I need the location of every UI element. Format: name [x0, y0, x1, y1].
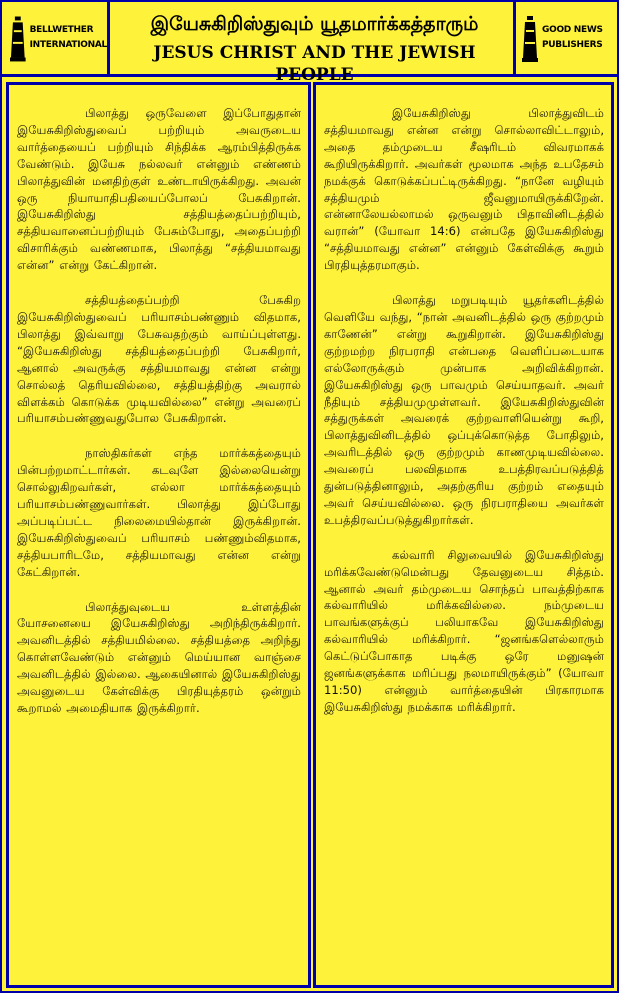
left-logo-line1: BELLWETHER: [29, 25, 94, 35]
paragraph: பிலாத்து மறுபடியும் யூதர்களிடத்தில் வெளியே வந்து, “நான் அவனிடத்தில் ஒரு குற்றமும் காணேன்” என்று கூறுகிறான். இயேசுகிறிஸ்து குற்றமற்ற நிரபராதி என்பதை வெளிப்படையாக எல்லோருக்கும் முன்பாக அறிவிக்கிறான். இயேசுகிறிஸ்து ஒரு பாவமும் செய்யாதவர். அவர் நீதியும் சத்தியமுமுள்ளவர். இயேசுகிறிஸ்துவின் சத்துருக்கள் அவரைக் குற்றவாளியென்று கூறி, பிலாத்துவினிடத்தில் ஒப்புக்கொடுத்த போதிலும், அவரிடத்தில் ஒரு குற்றமும் காணமுடியவில்லை. அவரைப் பலவிதமாக உபத்திரவப்படுத்தித் துன்படுத்தினாலும், அதற்குரிய குற்றம் எதையும் அவர் செய்யவில்லை. ஒரு நிரபராதியை அவர்கள் உபத்திரவப்படுத்துகிறார்கள்.: [324, 293, 604, 527]
right-column: [313, 82, 614, 988]
bellwether-logo: [2, 2, 110, 74]
title-box: [113, 2, 516, 85]
good-news-logo: [513, 2, 617, 74]
page-title-tamil: இயேசுகிறிஸ்துவும் யூதமார்க்கத்தாரும்: [150, 13, 479, 35]
paragraph: கல்வாரி சிலுவையில் இயேசுகிறிஸ்து மரிக்கவேண்டுமென்பது தேவனுடைய சித்தம். ஆனால் அவர் தம்முடைய சொந்தப் பாவத்திற்காக கல்வாரியில் மரிக்கவில்லை. நம்முடைய பாவங்களுக்குப் பலியாகவே இயேசுகிறிஸ்து கல்வாரியில் மரிக்கிறார். “ஜனங்களெல்லாரும் கெட்டுப்போகாத படிக்கு ஒரே மனுஷன் ஜனங்களுக்காக மரிப்பது நலமாயிருக்கும்” (யோவா 11:50) என்னும் வார்த்தையின் பிரகாரமாக இயேசுகிறிஸ்து நமக்காக மரிக்கிறார்.: [324, 547, 604, 714]
left-logo-line2: INTERNATIONAL: [29, 40, 107, 50]
header: [2, 2, 617, 85]
lighthouse-icon: [522, 14, 538, 62]
left-column: [6, 82, 311, 988]
lighthouse-icon: [10, 14, 26, 62]
paragraph: நாஸ்திகர்கள் எந்த மார்க்கத்தையும் பின்பற்றமாட்டார்கள். கடவுளே இல்லையென்று சொல்லுகிறவர்கள், எல்லா மார்க்கத்தையும் பரியாசம்பண்ணுவார்கள். பிலாத்து இப்போது அப்படிப்பட்ட நிலைமையில்தான் இருக்கிறான். இயேசுகிறிஸ்துவைப் பரியாசம் பண்ணும்விதமாக, சத்தியபாரிடமே, சத்தியமாவது என்ன என்று கேட்கிறான்.: [17, 446, 301, 579]
right-logo-line2: PUBLISHERS: [542, 40, 603, 50]
paragraph: பிலாத்துவுடைய உள்ளத்தின் யோசனையை இயேசுகிறிஸ்து அறிந்திருக்கிறார். அவனிடத்தில் சத்தியமில்லை. சத்தியத்தை அறிந்து கொள்ளவேண்டும் என்னும் மெய்யான வாஞ்சை அவனிடத்தில் இல்லை. ஆகையினால் இயேசுகிறிஸ்து அவனுடைய கேள்விக்கு பிரதியுத்தரம் ஒன்றும் கூறாமல் அமைதியாக இருக்கிறார்.: [17, 599, 301, 715]
page-title-english: JESUS CHRIST AND THE JEWISH PEOPLE: [153, 43, 476, 85]
paragraph: இயேசுகிறிஸ்து பிலாத்துவிடம் சத்தியமாவது என்ன என்று சொல்லாவிட்டாலும், அதை தம்முடைய சீஷரிடம் விவரமாகக் கூறியிருக்கிறார். அவர்கள் மூலமாக அந்த உபதேசம் நமக்குக் கொடுக்கப்பட்டிருக்கிறது. “நானே வழியும் சத்தியமும் ஜீவனுமாயிருக்கிறேன். என்னாலேயல்லாமல் ஒருவனும் பிதாவினிடத்தில் வரான்” (யோவா 14:6) என்பதே இயேசுகிறிஸ்து “சத்தியமாவது என்ன” என்னும் கேள்விக்கு கூறும் பிரதியுத்தரமாகும்.: [324, 106, 604, 273]
paragraph: பிலாத்து ஒருவேளை இப்போதுதான் இயேசுகிறிஸ்துவைப் பற்றியும் அவருடைய வார்த்தையைப் பற்றியும் சிந்திக்க ஆரம்பித்திருக்க வேண்டும். இயேசு நல்லவர் என்னும் எண்ணம் பிலாத்துவின் மனதிற்குள் உண்டாயிருக்கிறது. அவன் ஒரு நியாயாதிபதியைப்போலப் பேசுகிறான். இயேசுகிறிஸ்து சத்தியத்தைப்பற்றியும், சத்தியவானைப்பற்றியும் பேசும்போது, அதைப்பற்றி விசாரிக்கும் வண்ணமாக, பிலாத்து “சத்தியமாவது என்ன” என்று கேட்கிறான்.: [17, 106, 301, 273]
paragraph: சத்தியத்தைப்பற்றி பேசுகிற இயேசுகிறிஸ்துவைப் பரியாசம்பண்ணும் விதமாக, பிலாத்து இவ்வாறு பேசுவதற்கும் வாய்ப்புள்ளது. “இயேசுகிறிஸ்து சத்தியத்தைப்பற்றி பேசுகிறார், ஆனால் அவருக்கு சத்தியமாவது என்ன என்று சொல்லத் தெரியவில்லை, சத்தியத்திற்கு அவரால் விளக்கம் கொடுக்க முடியவில்லை” என்று அவரைப் பரியாசம்பண்ணுவதுபோல பேசுகிறான்.: [17, 293, 301, 426]
right-logo-line1: GOOD NEWS: [542, 25, 603, 35]
